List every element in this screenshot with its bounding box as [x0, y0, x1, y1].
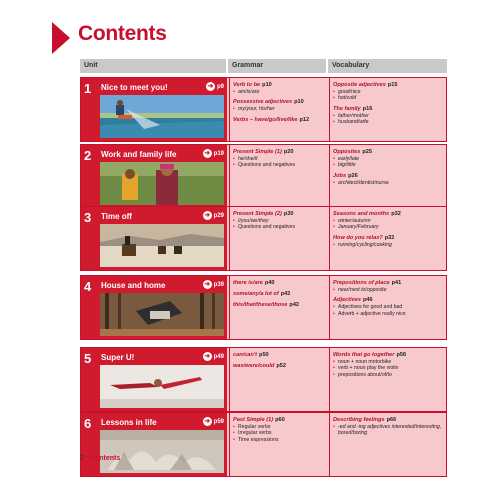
vocab-item: • husband/wife — [333, 119, 443, 125]
unit-row[interactable] — [80, 412, 447, 477]
unit-page-label: p9 — [216, 83, 224, 90]
grammar-title — [233, 352, 324, 359]
header-vocabulary: Vocabulary — [328, 59, 447, 73]
vocab-item: • early/late — [333, 156, 443, 162]
vocab-title-text: Prepositions of place — [333, 280, 390, 286]
vocabulary-column — [329, 413, 446, 476]
grammar-title-text: Past Simple (1) — [233, 417, 274, 423]
vocab-item: • big/little — [333, 162, 443, 168]
grammar-title — [233, 99, 324, 106]
unit-number: 2 — [84, 148, 92, 163]
grammar-column — [229, 413, 327, 476]
grammar-title — [233, 117, 324, 124]
vocab-title-text: Seasons and months — [333, 211, 390, 217]
vocab-title — [333, 235, 443, 242]
unit-title: House and home — [101, 281, 166, 290]
grammar-column — [229, 78, 327, 141]
unit-page-link[interactable] — [203, 149, 224, 158]
family-photo — [100, 162, 224, 205]
grammar-item: • my/your, his/her — [233, 106, 324, 112]
unit-number: 6 — [84, 416, 92, 431]
unit-title: Work and family life — [101, 150, 177, 159]
vocab-item: • running/cycling/cooking — [333, 242, 443, 248]
grammar-title-text: Present Simple (1) — [233, 149, 282, 155]
vocab-item: • noun + noun motorbike — [333, 359, 443, 365]
unit-header — [81, 413, 227, 476]
grammar-page-ref: p50 — [259, 352, 269, 358]
unit-page-label: p39 — [213, 281, 224, 288]
grammar-title-text: Possessive adjectives — [233, 99, 293, 106]
grammar-title-text: this/that/these/those — [233, 302, 288, 308]
unit-page-label: p59 — [213, 418, 224, 425]
unit-page-label: p19 — [213, 150, 224, 157]
footer-label: Contents — [89, 455, 121, 462]
grammar-item: • Questions and negatives — [233, 224, 324, 230]
vocab-item: • January/February — [333, 224, 443, 230]
unit-number: 1 — [84, 81, 92, 96]
vocab-item: • near/next to/opposite — [333, 287, 443, 293]
fisherman-photo — [100, 95, 224, 138]
vocab-item: • architect/dentist/nurse — [333, 180, 443, 186]
unit-page-link[interactable] — [203, 211, 224, 220]
unit-row[interactable] — [80, 206, 447, 271]
arrow-right-icon: ➜ — [204, 212, 211, 219]
vocab-title — [333, 106, 443, 113]
grammar-title — [233, 149, 324, 156]
vocabulary-column — [329, 207, 446, 270]
unit-title: Nice to meet you! — [101, 83, 168, 92]
grammar-page-ref: p52 — [276, 363, 286, 369]
grammar-item: • Questions and negatives — [233, 162, 324, 168]
table-header — [80, 59, 447, 73]
unit-title: Super U! — [101, 353, 135, 362]
grammar-page-ref: p12 — [299, 116, 310, 123]
vocab-title — [333, 82, 443, 89]
grammar-column — [229, 276, 327, 339]
unit-row[interactable] — [80, 275, 447, 340]
footer-page-number: 2 — [80, 455, 84, 462]
grammar-item: • Regular verbs — [233, 424, 324, 430]
unit-header — [81, 348, 227, 411]
vocab-page-ref: p15 — [387, 82, 398, 88]
grammar-title-text: there is/are — [233, 280, 263, 286]
vocab-title-text: Describing feelings — [333, 417, 385, 423]
unit-number: 5 — [84, 351, 92, 366]
header-unit: Unit — [80, 59, 226, 73]
grammar-item: • I/you/we/they — [233, 218, 324, 224]
header-grammar: Grammar — [228, 59, 326, 73]
unit-header — [81, 145, 227, 208]
grammar-column — [229, 207, 327, 270]
unit-row[interactable] — [80, 77, 447, 142]
grammar-title-text: Verbs – have/go/live/like — [233, 116, 298, 123]
grammar-item: • he/she/it — [233, 156, 324, 162]
grammar-title-text: was/were/could — [233, 363, 275, 369]
vocab-title-text: The family — [333, 105, 361, 112]
unit-page-link[interactable] — [203, 280, 224, 289]
vocab-title — [333, 352, 443, 359]
vocab-item: • Adjectives for good and bad — [333, 304, 443, 310]
stone-relief-photo — [100, 430, 224, 473]
vocab-title-text: Opposites — [333, 149, 361, 155]
vocabulary-column — [329, 145, 446, 208]
arrow-right-icon: ➜ — [204, 281, 211, 288]
vocab-item: • winter/autumn — [333, 218, 443, 224]
unit-header — [81, 207, 227, 270]
unit-number: 3 — [84, 210, 92, 225]
grammar-title-text: Present Simple (2) — [233, 211, 282, 217]
unit-page-label: p29 — [213, 212, 224, 219]
vocab-page-ref: p16 — [362, 105, 373, 112]
grammar-title — [233, 280, 324, 287]
vocab-title-text: Opposite adjectives — [333, 82, 386, 88]
grammar-title — [233, 417, 324, 424]
vocab-page-ref: p56 — [396, 352, 407, 358]
grammar-title — [233, 363, 324, 370]
grammar-title-text: some/any/a lot of — [233, 291, 279, 297]
vocab-item: • verb + noun play the violin — [333, 365, 443, 371]
vocab-title — [333, 417, 443, 424]
unit-page-link[interactable] — [203, 352, 224, 361]
vocab-page-ref: p32 — [384, 234, 395, 241]
vocab-page-ref: p66 — [386, 417, 397, 423]
grammar-title — [233, 291, 324, 298]
grammar-title-text: can/can't — [233, 352, 258, 358]
grammar-page-ref: p40 — [264, 280, 275, 286]
grammar-column — [229, 145, 327, 208]
grammar-title — [233, 82, 324, 89]
vocab-page-ref: p46 — [362, 297, 373, 304]
vocab-page-ref: p32 — [391, 211, 401, 217]
forest-house-photo — [100, 293, 224, 336]
vocab-title — [333, 149, 443, 156]
unit-page-link[interactable] — [203, 417, 224, 426]
arrow-right-icon: ➜ — [204, 353, 211, 360]
grammar-page-ref: p60 — [275, 417, 285, 423]
grammar-page-ref: p42 — [289, 302, 300, 308]
unit-page-label: p49 — [213, 353, 224, 360]
unit-title: Time off — [101, 212, 132, 221]
vocabulary-column — [329, 78, 446, 141]
vocab-item: • father/mother — [333, 113, 443, 119]
vocab-title — [333, 280, 443, 287]
vocab-page-ref: p26 — [348, 172, 358, 179]
vocab-item: • Adverb + adjective really nice — [333, 311, 443, 317]
grammar-title — [233, 211, 324, 218]
arrow-right-icon: ➜ — [204, 150, 211, 157]
unit-row[interactable] — [80, 144, 447, 209]
vocab-title-text: Words that go together — [333, 352, 395, 358]
vocab-title-text: How do you relax? — [333, 234, 383, 241]
vocab-title-text: Jobs — [333, 172, 347, 179]
vocab-page-ref: p41 — [391, 280, 402, 286]
vocab-title — [333, 297, 443, 304]
grammar-item: • Irregular verbs — [233, 430, 324, 436]
grammar-item: • Time expressions — [233, 437, 324, 443]
gymnast-photo — [100, 365, 224, 408]
arrow-right-icon: ➜ — [207, 83, 214, 90]
vocabulary-column — [329, 348, 446, 411]
grammar-page-ref: p10 — [294, 99, 304, 106]
horse-riders-photo — [100, 224, 224, 267]
grammar-page-ref: p10 — [262, 82, 272, 88]
unit-header — [81, 78, 227, 141]
grammar-column — [229, 348, 327, 411]
grammar-page-ref: p42 — [280, 291, 291, 297]
vocab-item: • prepositions about/of/to — [333, 372, 443, 378]
page-title: Contents — [78, 22, 167, 45]
vocab-title-text: Adjectives — [333, 297, 361, 304]
unit-number: 4 — [84, 279, 92, 294]
vocab-title — [333, 211, 443, 218]
grammar-page-ref: p20 — [283, 149, 294, 155]
vocab-item: • good/nice — [333, 89, 443, 95]
grammar-page-ref: p30 — [283, 211, 294, 217]
section-tab-marker — [52, 22, 70, 54]
unit-header — [81, 276, 227, 339]
grammar-title — [233, 302, 324, 309]
vocab-item: • hot/cold — [333, 95, 443, 101]
unit-row[interactable] — [80, 347, 447, 412]
vocabulary-column — [329, 276, 446, 339]
unit-title: Lessons in life — [101, 418, 157, 427]
arrow-right-icon: ➜ — [204, 418, 211, 425]
unit-page-link[interactable] — [206, 82, 224, 91]
vocab-title — [333, 173, 443, 180]
grammar-item: • am/is/are — [233, 89, 324, 95]
grammar-title-text: Verb to be — [233, 82, 261, 88]
vocab-page-ref: p25 — [362, 149, 372, 155]
vocab-item: • -ed and -ing adjectives interested/interesting, bored/boring — [333, 424, 443, 437]
page-footer — [80, 455, 120, 462]
